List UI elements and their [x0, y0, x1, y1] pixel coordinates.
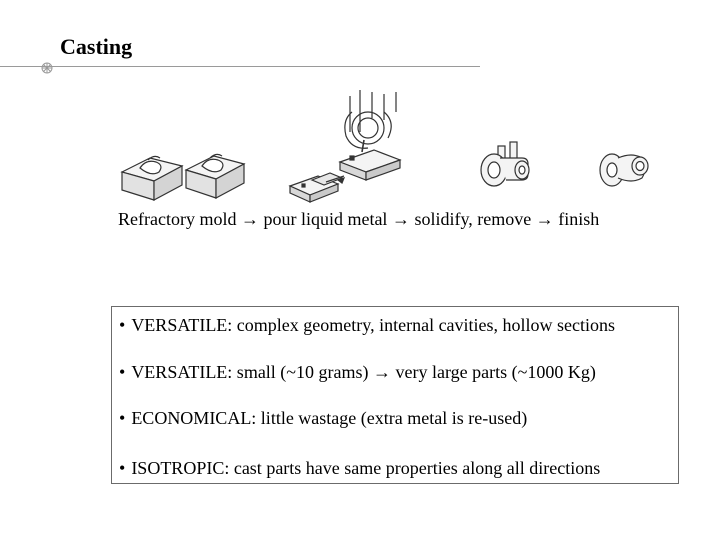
bullet-icon: • [119, 408, 126, 428]
point-text: ECONOMICAL: little wastage (extra metal is re-used) [131, 408, 528, 428]
point-text: VERSATILE: small (~10 grams) → very large parts (~1000 Kg) [131, 362, 596, 382]
point-economical [119, 408, 527, 429]
point-text: VERSATILE: complex geometry, internal cavities, hollow sections [131, 315, 616, 335]
solidified-casting-icon [481, 142, 529, 186]
point-isotropic [119, 458, 600, 479]
mold-half-left-icon [122, 156, 182, 200]
bullet-icon: • [119, 458, 126, 478]
mold-conveyor-icon [290, 150, 400, 202]
point-versatile-geometry [119, 315, 615, 336]
mold-half-right-icon [186, 154, 244, 198]
point-text: ISOTROPIC: cast parts have same properties along all directions [131, 458, 601, 478]
bullet-icon: • [119, 362, 126, 382]
casting-process-illustration [0, 0, 720, 210]
process-caption: Refractory mold → pour liquid metal → solidify, remove → finish [118, 209, 600, 229]
point-versatile-size [119, 362, 596, 383]
finished-part-icon [600, 154, 648, 186]
pouring-ladle-icon [345, 90, 396, 152]
properties-box [111, 306, 679, 484]
bullet-icon: • [119, 315, 126, 335]
slide-title: Casting [60, 34, 133, 59]
